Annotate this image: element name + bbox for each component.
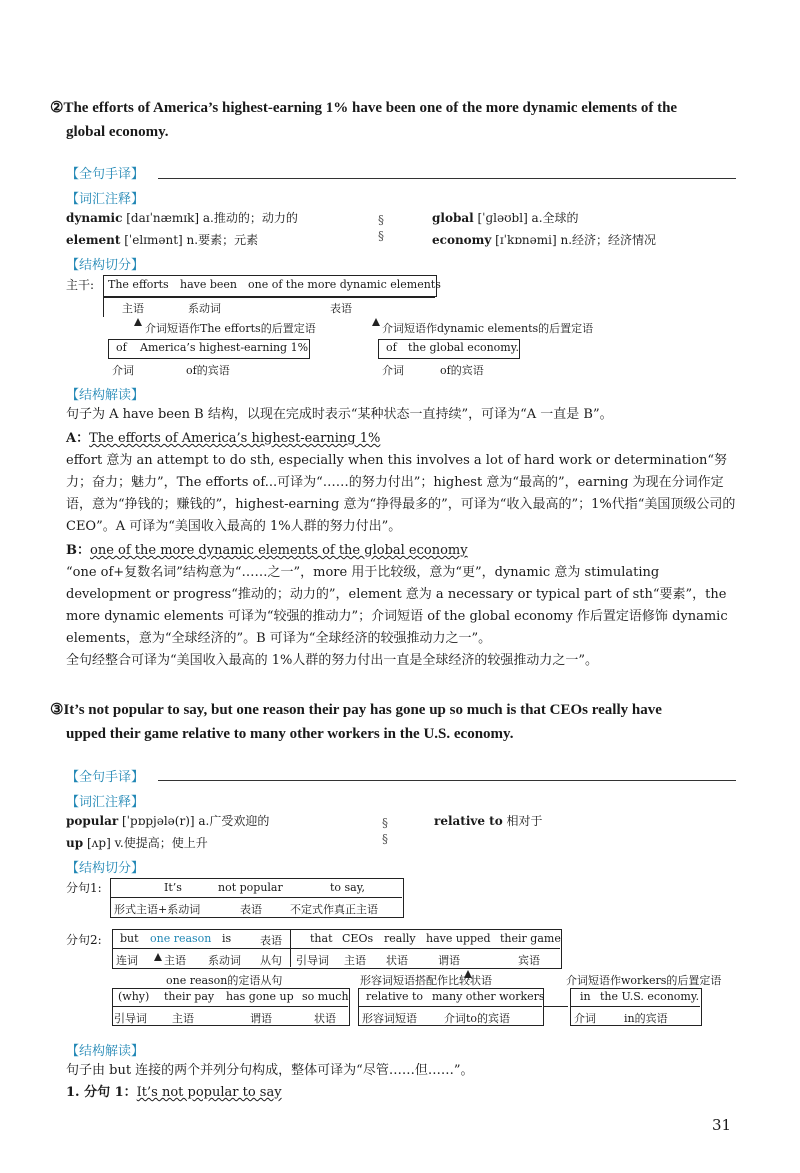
tag-structure-analysis: 【结构解读】 [66, 388, 145, 403]
clause2-label: 分句2: [66, 933, 102, 947]
clause2-onereason: one reason [150, 932, 212, 945]
analysis-paragraph-3: “one of+复数名词”结构意为“……之一”，more 用于比较级，意为“更”，dynamic 意为 stimulating development or progress“推动的；动力的”，element 意为 a necessary or typical part of sth“要素”，the more dynamic elements 可译为“较强的推动力”；介词短语 of the global economy 作后置定语修饰 dynamic elements，意为“全球经济的”。B 可译为“全球经济的较强推动力之一”。 [66, 565, 728, 646]
pp1-role-prep: 介词 [112, 364, 134, 377]
pp-role-obj: in的宾语 [624, 1012, 668, 1025]
clause2-role-clause: 从句 [260, 954, 282, 967]
main-divider [103, 297, 435, 298]
analysis-paragraph-4: 全句经整合可译为“美国收入最高的 1%人群的努力付出一直是全球经济的较强推动力之一”。 [66, 653, 599, 668]
bracket-line [103, 297, 104, 317]
prep-phrase-divider [570, 1006, 700, 1007]
part-b: B：one of the more dynamic elements of the global economy [66, 543, 468, 558]
adj-phrase-divider [358, 1006, 542, 1007]
translation-blank-line[interactable] [158, 780, 736, 781]
clause2-ceos: CEOs [342, 932, 374, 945]
clause1-divider [110, 897, 402, 898]
clause2-is: is [222, 932, 232, 945]
clause2-role-pred: 谓语 [438, 954, 460, 967]
translation-blank-line[interactable] [158, 178, 736, 179]
question-3-line2: upped their game relative to many other workers in the U.S. economy. [66, 726, 514, 742]
clause1-role-1: 形式主语+系动词 [114, 903, 201, 916]
pp-economy: the U.S. economy. [600, 990, 700, 1003]
vocab-popular: popular [ˈpɒpjələ(r)] a.广受欢迎的 [66, 814, 270, 828]
main-clause-label: 主干: [66, 278, 95, 292]
clause2-role-intro: 引导词 [296, 954, 329, 967]
analysis-paragraph-1: 句子由 but 连接的两个并列分句构成，整体可译为“尽管……但……”。 [66, 1063, 474, 1078]
arrow-up-icon [134, 318, 142, 326]
vocab-economy: economy [ɪˈkɒnəmi] n.经济；经济情况 [432, 233, 657, 247]
divider-icon: § § [382, 816, 388, 846]
clause2-but: but [120, 932, 139, 945]
role-verb: 系动词 [188, 302, 221, 315]
vocab-global: global [ˈɡləʊbl] a.全球的 [432, 211, 579, 225]
vocab-up: up [ʌp] v.使提高；使上升 [66, 836, 208, 850]
note-pp1: 介词短语作The efforts的后置定语 [145, 322, 316, 335]
tag-vocabulary: 【词汇注释】 [66, 795, 145, 810]
question-2-line2: global economy. [66, 124, 169, 140]
part-a: A：The efforts of America’s highest-earning 1% [66, 431, 381, 446]
clause2-role-conj: 连词 [116, 954, 138, 967]
tag-full-translation: 【全句手译】 [66, 167, 145, 182]
pp-in: in [580, 990, 591, 1003]
clause1-label: 分句1: [66, 881, 102, 895]
rc-why: (why) [118, 990, 150, 1003]
rc-role-pred: 谓语 [250, 1012, 272, 1025]
clause2-theirgame: their game [500, 932, 561, 945]
adjp-role-1: 形容词短语 [362, 1012, 417, 1025]
clause1-role-3: 不定式作真正主语 [290, 903, 378, 916]
main-predicative: one of the more dynamic elements [248, 278, 441, 291]
clause2-that: that [310, 932, 333, 945]
tag-structure-analysis: 【结构解读】 [66, 1044, 145, 1059]
analysis-paragraph-1: 句子为 A have been B 结构，以现在完成时表示“某种状态一直持续”，可译为“A 一直是 B”。 [66, 407, 613, 422]
adjp-workers: many other workers [432, 990, 545, 1003]
role-predicative: 表语 [330, 302, 352, 315]
clause1-notpopular: not popular [218, 881, 283, 894]
pp2-object: the global economy. [408, 341, 519, 354]
main-verb: have been [180, 278, 238, 291]
rc-theirpay: their pay [164, 990, 215, 1003]
rc-somuch: so much [302, 990, 349, 1003]
role-subject: 主语 [122, 302, 144, 315]
pp2-prep: of [386, 341, 397, 354]
tag-structure-split: 【结构切分】 [66, 861, 145, 876]
rc-role-intro: 引导词 [114, 1012, 147, 1025]
clause2-role-adv: 状语 [386, 954, 408, 967]
pp-role-prep: 介词 [574, 1012, 596, 1025]
clause2-divider [112, 948, 560, 949]
note-pp2: 介词短语作dynamic elements的后置定语 [382, 322, 594, 335]
adjp-relativeto: relative to [366, 990, 424, 1003]
pp1-object: America’s highest-earning 1% [140, 341, 309, 354]
question-2-line1: ②The efforts of America’s highest-earning 1% have been one of the more dynamic elements of the [50, 100, 678, 116]
arrow-up-icon [154, 953, 162, 961]
clause2-role-verb: 系动词 [208, 954, 241, 967]
clause2-role-obj: 宾语 [518, 954, 540, 967]
main-subject: The efforts [108, 278, 169, 291]
clause2-haveupped: have upped [426, 932, 491, 945]
rc-role-subject: 主语 [172, 1012, 194, 1025]
clause1-heading: 1. 分句 1：It’s not popular to say [66, 1085, 282, 1100]
pp1-prep: of [116, 341, 127, 354]
note-prep-phrase: 介词短语作workers的后置定语 [566, 974, 722, 987]
arrow-up-icon [464, 970, 472, 978]
clause2-separator [290, 929, 291, 967]
adjp-role-2: 介词to的宾语 [444, 1012, 511, 1025]
relative-clause-divider [112, 1006, 348, 1007]
note-adjective-phrase: 形容词短语搭配作比较状语 [360, 974, 492, 987]
vocab-dynamic: dynamic [daɪˈnæmɪk] a.推动的；动力的 [66, 211, 298, 225]
analysis-paragraph-2: effort 意为 an attempt to do sth, especially when this involves a lot of hard work or determination“努力；奋力；魅力”，The efforts of...可译为“……的努力付出”；highest 意为“最高的”，earning 为现在分词作定语，意为“挣钱的；赚钱的”，highest-earning 意为“挣得最多的”，可译为“收入最高的”；1%代指“美国顶级公司的 CEO”。A 可译为“美国收入最高的 1%人群的努力付出”。 [66, 453, 736, 534]
vocab-relative-to: relative to 相对于 [434, 814, 543, 828]
tag-structure-split: 【结构切分】 [66, 258, 145, 273]
rc-role-adv: 状语 [314, 1012, 336, 1025]
pp1-role-object: of的宾语 [186, 364, 230, 377]
clause1-it: It’s [164, 881, 182, 894]
pp2-role-prep: 介词 [382, 364, 404, 377]
tag-vocabulary: 【词汇注释】 [66, 192, 145, 207]
page-number: 31 [712, 1116, 732, 1134]
clause2-role-subj2: 主语 [344, 954, 366, 967]
clause1-role-2: 表语 [240, 903, 262, 916]
clause1-tosay: to say, [330, 881, 365, 894]
pp2-role-object: of的宾语 [440, 364, 484, 377]
divider-icon: § § [378, 213, 384, 243]
note-attributive-clause: one reason的定语从句 [166, 974, 283, 987]
vocab-element: element [ˈelɪmənt] n.要素；元素 [66, 233, 259, 247]
clause2-role-subject: 主语 [164, 954, 186, 967]
arrow-up-icon [372, 318, 380, 326]
rc-hasgoneup: has gone up [226, 990, 294, 1003]
question-3-line1: ③It’s not popular to say, but one reason their pay has gone up so much is that CEOs really have [50, 702, 662, 718]
clause2-predicative-tag: 表语 [260, 934, 282, 947]
arrow-line [544, 1006, 568, 1007]
clause2-really: really [384, 932, 416, 945]
tag-full-translation: 【全句手译】 [66, 770, 145, 785]
